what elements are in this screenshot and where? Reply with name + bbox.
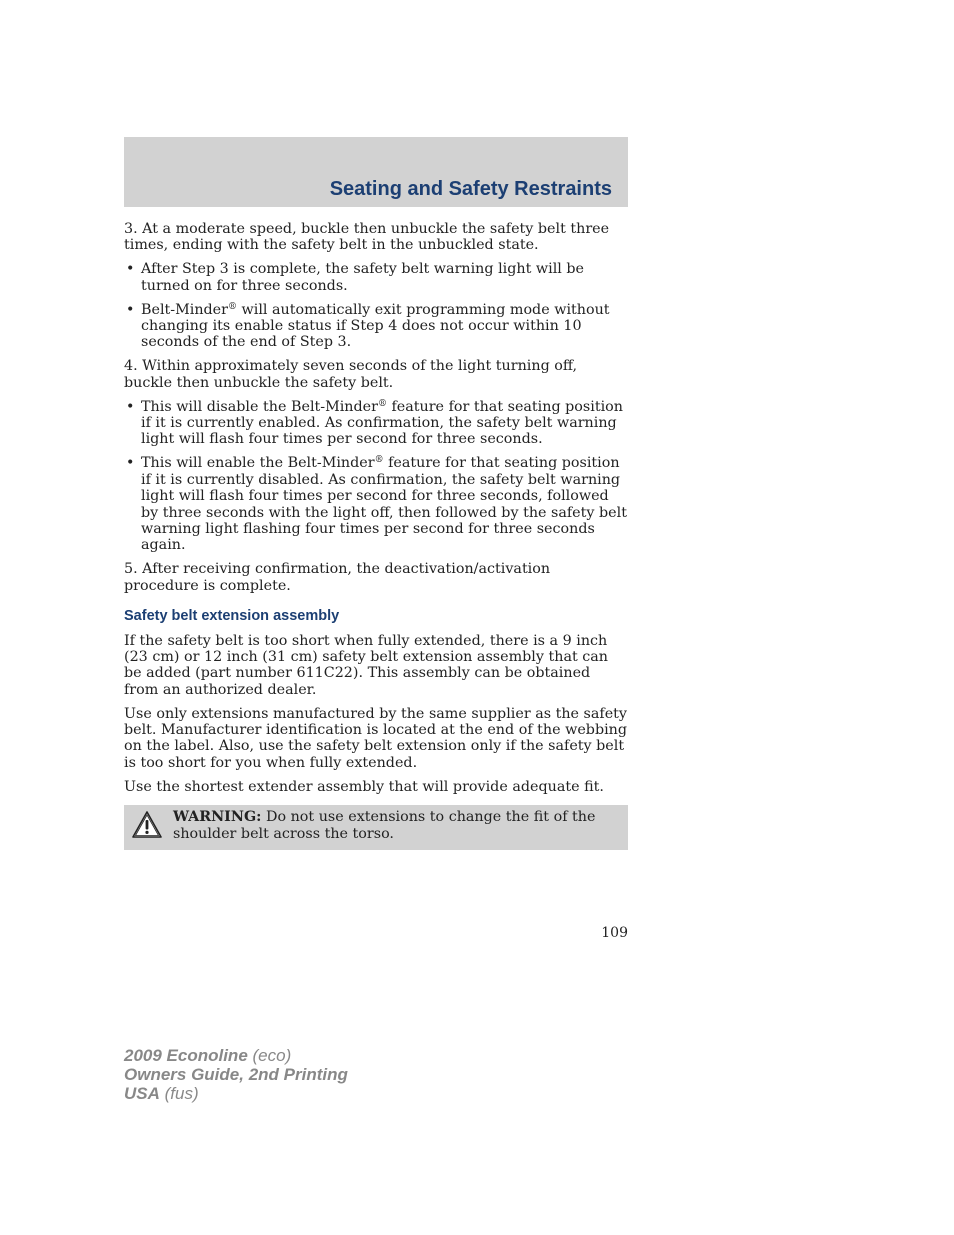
subheading: Safety belt extension assembly	[124, 608, 340, 625]
step-5-text: 5. After receiving confirmation, the deactivation/activation procedure is complete.	[124, 561, 551, 594]
step-3-text: 3. At a moderate speed, buckle then unbuckle the safety belt three times, ending with the safety belt in the unbuckled state.	[124, 221, 610, 254]
warning-label: WARNING:	[173, 809, 262, 826]
bullet-item	[124, 455, 628, 553]
bullet-item	[124, 302, 628, 351]
bullet-glyph: •	[126, 301, 135, 318]
paragraph-supplier-info: Use only extensions manufactured by the same supplier as the safety belt. Manufacturer identification is located at the end of the webbing on the label. Also, use the safety belt extension only if the safety belt is too short for you when fully extended.	[124, 705, 628, 771]
bullet-glyph: •	[126, 398, 135, 415]
warning-text: Do not use extensions to change the fit of the shoulder belt across the torso.	[173, 809, 596, 842]
step-4-text: 4. Within approximately seven seconds of the light turning off, buckle then unbuckle the safety belt.	[124, 358, 578, 391]
footer-line-1: 2009 Econoline (eco)	[124, 1046, 292, 1065]
page-number: 109	[601, 925, 628, 941]
bullet-item	[124, 399, 628, 448]
section-header-band	[124, 137, 628, 207]
paragraph-shortest-extender: Use the shortest extender assembly that will provide adequate fit.	[124, 778, 604, 795]
section-title: Seating and Safety Restraints	[329, 178, 612, 200]
bullet-item	[124, 261, 628, 294]
bullet-text: This will disable the Belt-Minder® feature for that seating position if it is currently enabled. As confirmation, the safety belt warning light will flash four times per second for three seconds.	[141, 398, 623, 448]
warning-box	[124, 805, 628, 850]
bullet-text: After Step 3 is complete, the safety belt warning light will be turned on for three seconds.	[141, 261, 584, 294]
page-content	[124, 221, 628, 850]
warning-triangle-icon	[131, 810, 163, 840]
document-footer	[124, 1046, 348, 1103]
paragraph-extension-info: If the safety belt is too short when fully extended, there is a 9 inch (23 cm) or 12 inch (31 cm) safety belt extension assembly that can be added (part number 611C22). This assembly can be obtained from an authorized dealer.	[124, 632, 608, 698]
bullet-text: Belt-Minder® will automatically exit programming mode without changing its enable status if Step 4 does not occur within 10 seconds of the end of Step 3.	[141, 301, 610, 351]
bullet-glyph: •	[126, 261, 135, 278]
bullet-glyph: •	[126, 455, 135, 472]
bullet-text: This will enable the Belt-Minder® feature for that seating position if it is currently disabled. As confirmation, the safety belt warning light will flash four times per second for three seconds, followed by three seconds with the light off, then followed by the safety belt warning light flashing four times per second for three seconds again.	[141, 455, 627, 554]
footer-line-2: Owners Guide, 2nd Printing	[124, 1065, 348, 1084]
footer-line-3: USA (fus)	[124, 1084, 199, 1103]
